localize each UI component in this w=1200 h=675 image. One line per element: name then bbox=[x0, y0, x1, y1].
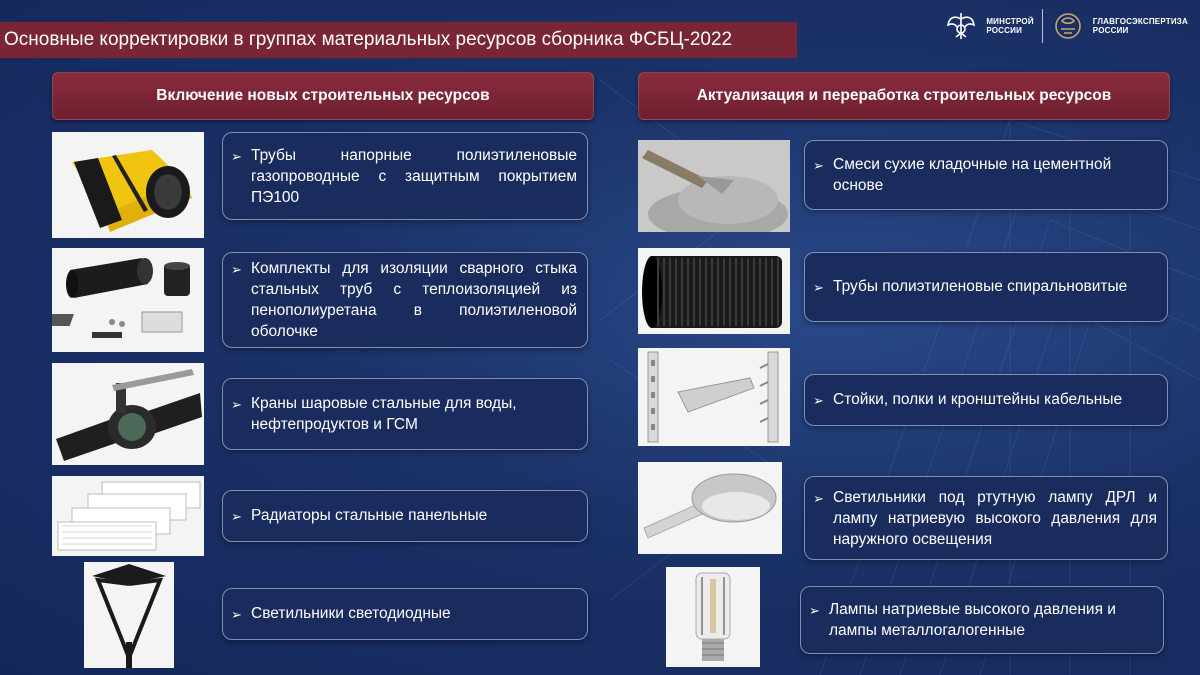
page-title: Основные корректировки в группах материальных ресурсов сборника ФСБЦ-2022 bbox=[0, 22, 797, 58]
bullet-arrow-icon: ➢ bbox=[813, 158, 824, 173]
left-item-4 bbox=[222, 490, 588, 542]
left-section-heading-text: Включение новых строительных ресурсов bbox=[156, 87, 490, 104]
ball-valve-image bbox=[52, 363, 204, 465]
street-lamp-image bbox=[638, 462, 782, 554]
left-item-1-text: Трубы напорные полиэтиленовые газопроводные с защитным покрытием ПЭ100 bbox=[251, 146, 577, 206]
glavgosexpertiza-logo-text: ГЛАВГОСЭКСПЕРТИЗА РОССИИ bbox=[1092, 17, 1188, 35]
left-section-header bbox=[52, 72, 594, 120]
right-item-5-text: Лампы натриевые высокого давления и лампы металлогалогенные bbox=[829, 601, 1116, 639]
yellow-black-pipe-image bbox=[52, 132, 204, 238]
bullet-arrow-icon: ➢ bbox=[813, 393, 824, 408]
dry-mix-image bbox=[638, 140, 790, 232]
bullet-arrow-icon: ➢ bbox=[231, 148, 242, 164]
header-logos bbox=[944, 6, 1188, 46]
right-item-2 bbox=[804, 252, 1168, 322]
bullet-arrow-icon: ➢ bbox=[231, 509, 242, 524]
right-section-header bbox=[638, 72, 1170, 120]
left-item-2-text: Комплекты для изоляции сварного стыка стальных труб с теплоизоляцией из пенополиуретана в полиэтиленовой оболочке bbox=[251, 260, 577, 340]
logo-divider bbox=[1042, 9, 1043, 43]
right-section-heading-text: Актуализация и переработка строительных ресурсов bbox=[696, 87, 1112, 104]
left-item-5-text: Светильники светодиодные bbox=[251, 605, 451, 622]
left-item-5 bbox=[222, 588, 588, 640]
bullet-arrow-icon: ➢ bbox=[231, 607, 242, 622]
sodium-lamp-image bbox=[666, 567, 760, 667]
glavgosexpertiza-emblem-icon bbox=[1051, 9, 1085, 43]
cable-brackets-image bbox=[638, 348, 790, 446]
led-lamp-image bbox=[84, 562, 174, 668]
left-item-4-text: Радиаторы стальные панельные bbox=[251, 507, 488, 524]
right-item-4-text: Светильники под ртутную лампу ДРЛ и лампу натриевую высокого давления для наружного освещения bbox=[833, 488, 1157, 548]
right-item-3 bbox=[804, 374, 1168, 426]
bullet-arrow-icon: ➢ bbox=[813, 280, 824, 295]
right-item-3-text: Стойки, полки и кронштейны кабельные bbox=[833, 391, 1123, 408]
right-item-2-text: Трубы полиэтиленовые спиральновитые bbox=[833, 278, 1128, 295]
bullet-arrow-icon: ➢ bbox=[813, 490, 824, 506]
left-item-2 bbox=[222, 252, 588, 348]
right-item-5 bbox=[800, 586, 1164, 654]
right-item-4 bbox=[804, 476, 1168, 560]
bullet-arrow-icon: ➢ bbox=[809, 603, 820, 618]
spiral-pipe-image bbox=[638, 248, 790, 334]
insulation-kit-image bbox=[52, 248, 204, 352]
bullet-arrow-icon: ➢ bbox=[231, 262, 242, 277]
minstroy-logo-text: МИНСТРОЙ РОССИИ bbox=[986, 17, 1034, 35]
left-item-1 bbox=[222, 132, 588, 220]
left-item-3-text: Краны шаровые стальные для воды, нефтепродуктов и ГСМ bbox=[251, 395, 517, 433]
bullet-arrow-icon: ➢ bbox=[231, 397, 242, 412]
right-item-1-text: Смеси сухие кладочные на цементной основе bbox=[833, 156, 1112, 194]
eagle-emblem-icon bbox=[944, 9, 978, 43]
left-item-3 bbox=[222, 378, 588, 450]
panel-radiator-image bbox=[52, 476, 204, 556]
right-item-1 bbox=[804, 140, 1168, 210]
